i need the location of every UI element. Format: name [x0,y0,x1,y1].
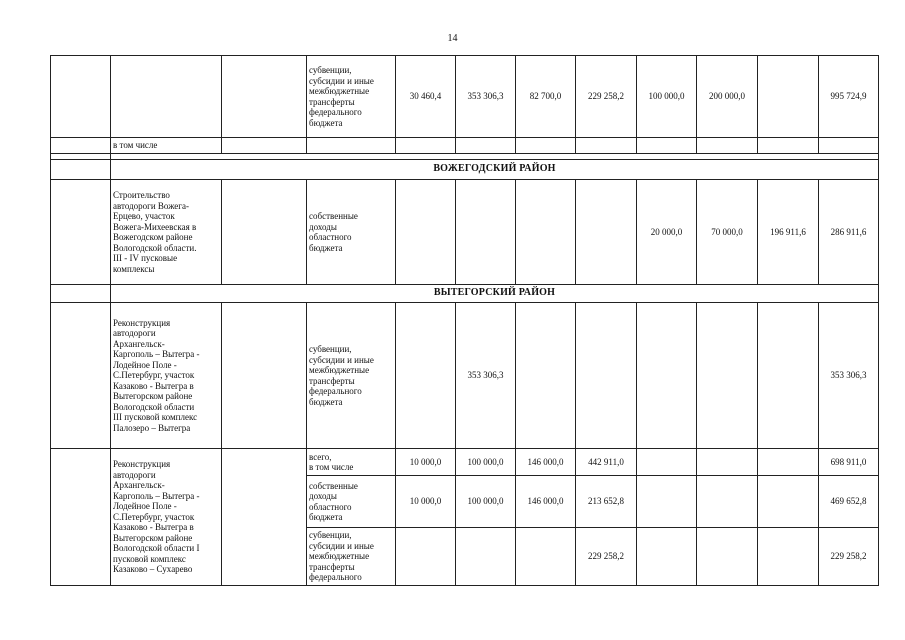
total-cell: 469 652,8 [819,476,879,528]
value-cell: 353 306,3 [456,303,516,449]
value-cell: 20 000,0 [637,180,697,285]
empty-cell [307,138,396,154]
value-cell [516,303,576,449]
total-cell: 286 911,6 [819,180,879,285]
row-label-cell: в том числе [111,138,222,154]
total-cell: 995 724,9 [819,56,879,138]
table-row-vytegra-kazakovo-total [51,449,879,476]
value-cell [456,528,516,586]
value-cell: 229 258,2 [576,56,637,138]
value-cell: 100 000,0 [456,449,516,476]
empty-cell [456,138,516,154]
empty-cell [576,138,637,154]
value-cell [697,449,758,476]
value-cell [637,528,697,586]
value-cell: 353 306,3 [456,56,516,138]
empty-cell [51,449,111,586]
funding-source-cell: субвенции, субсидии и иные межбюджетные трансферты федерального бюджета [307,56,396,138]
value-cell [697,476,758,528]
value-cell [758,528,819,586]
empty-cell [51,180,111,285]
empty-cell [51,138,111,154]
table-row-vozhega-road [51,180,879,285]
value-cell [758,303,819,449]
total-cell: 229 258,2 [819,528,879,586]
empty-cell [396,138,456,154]
project-name-cell: Реконструкция автодороги Архангельск- Каргополь – Вытегра - Лодейное Поле - С.Петербург, участок Казаково - Вытегра в Вытегорском районе Вологодской области III пусковой комплекс Палозеро – Вытегра [111,303,222,449]
value-cell: 100 000,0 [456,476,516,528]
value-cell [637,476,697,528]
value-cell: 146 000,0 [516,449,576,476]
page-number: 14 [447,33,458,44]
funding-source-cell: всего, в том числе [307,449,396,476]
empty-cell [758,138,819,154]
value-cell [516,180,576,285]
value-cell [758,56,819,138]
value-cell [456,180,516,285]
value-cell [637,303,697,449]
section-title-vytegra: ВЫТЕГОРСКИЙ РАЙОН [111,285,879,303]
value-cell [396,180,456,285]
empty-cell [51,303,111,449]
total-cell: 353 306,3 [819,303,879,449]
value-cell: 200 000,0 [697,56,758,138]
budget-table [50,55,879,586]
empty-cell [222,449,307,586]
project-name-cell: Реконструкция автодороги Архангельск- Каргополь – Вытегра - Лодейное Поле - С.Петербург, участок Казаково - Вытегра в Вытегорском районе Вологодской области I пусковой комплекс Казаково – Сухарево [111,449,222,586]
project-name-cell: Строительство автодороги Вожега- Ерцево, участок Вожега-Михеевская в Вожегодском районе Вологодской области. III - IV пусковые комплексы [111,180,222,285]
section-header-row [51,285,879,303]
value-cell: 30 460,4 [396,56,456,138]
table-row-vytegra-palozero [51,303,879,449]
table-row-federal-transfers [51,56,879,138]
empty-cell [51,285,111,303]
value-cell: 82 700,0 [516,56,576,138]
value-cell [697,528,758,586]
value-cell: 70 000,0 [697,180,758,285]
value-cell [576,303,637,449]
funding-source-cell: субвенции, субсидии и иные межбюджетные трансферты федерального бюджета [307,303,396,449]
funding-source-cell: собственные доходы областного бюджета [307,180,396,285]
value-cell [758,476,819,528]
value-cell: 10 000,0 [396,449,456,476]
value-cell [637,449,697,476]
value-cell: 100 000,0 [637,56,697,138]
empty-cell [516,138,576,154]
funding-source-cell: собственные доходы областного бюджета [307,476,396,528]
value-cell: 229 258,2 [576,528,637,586]
funding-source-cell: субвенции, субсидии и иные межбюджетные трансферты федерального [307,528,396,586]
empty-cell [222,138,307,154]
empty-cell [222,180,307,285]
empty-cell [222,303,307,449]
value-cell: 146 000,0 [516,476,576,528]
value-cell [576,180,637,285]
section-header-row [51,160,879,180]
value-cell: 196 911,6 [758,180,819,285]
value-cell [516,528,576,586]
empty-cell [111,56,222,138]
empty-cell [222,56,307,138]
value-cell: 213 652,8 [576,476,637,528]
empty-cell [819,138,879,154]
value-cell [396,528,456,586]
value-cell [697,303,758,449]
total-cell: 698 911,0 [819,449,879,476]
empty-cell [637,138,697,154]
section-title-vozhega: ВОЖЕГОДСКИЙ РАЙОН [111,160,879,180]
empty-cell [697,138,758,154]
value-cell [758,449,819,476]
value-cell [396,303,456,449]
value-cell: 10 000,0 [396,476,456,528]
empty-cell [51,160,111,180]
value-cell: 442 911,0 [576,449,637,476]
empty-cell [51,56,111,138]
table-row-including [51,138,879,154]
